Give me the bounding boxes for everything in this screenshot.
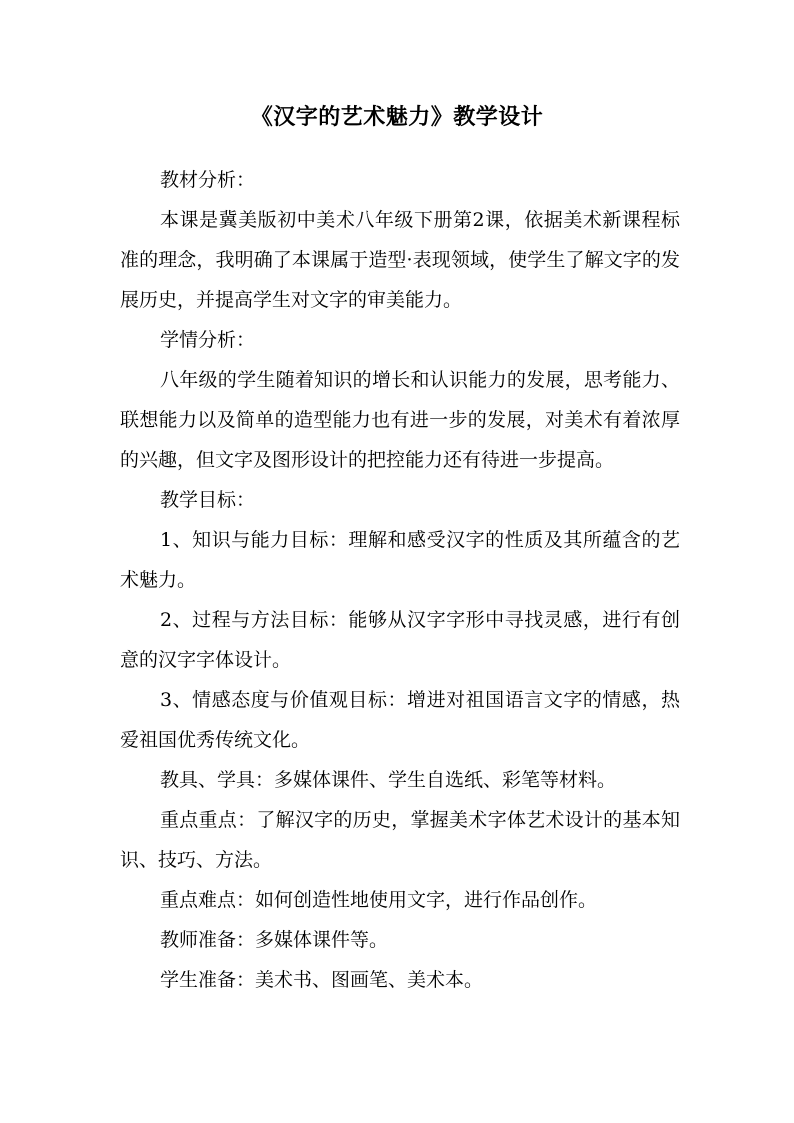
paragraph-student-prep: 学生准备：美术书、图画笔、美术本。 [160, 969, 484, 991]
paragraph-key-points: 重点重点：了解汉字的历史，掌握美术字体艺术设计的基本知识、技巧、方法。 [120, 809, 680, 871]
paragraph-teaching-tools: 教具、学具：多媒体课件、学生自选纸、彩笔等材料。 [160, 769, 617, 791]
goal-emotion: 3、情感态度与价值观目标：增进对祖国语言文字的情感，热爱祖国优秀传统文化。 [120, 689, 680, 751]
document-body [120, 160, 680, 1000]
paragraph-textbook-analysis: 本课是冀美版初中美术八年级下册第2课，依据美术新课程标准的理念，我明确了本课属于造型·表现领域，使学生了解文字的发展历史，并提高学生对文字的审美能力。 [120, 209, 680, 311]
heading-student-analysis: 学情分析： [160, 329, 256, 351]
document-title: 《汉字的艺术魅力》教学设计 [250, 104, 544, 130]
heading-textbook-analysis: 教材分析： [160, 169, 256, 191]
paragraph-teacher-prep: 教师准备：多媒体课件等。 [160, 929, 389, 951]
paragraph-student-analysis: 八年级的学生随着知识的增长和认识能力的发展，思考能力、联想能力以及简单的造型能力也有进一步的发展，对美术有着浓厚的兴趣，但文字及图形设计的把控能力还有待进一步提高。 [120, 369, 680, 471]
heading-teaching-goals: 教学目标： [160, 489, 256, 511]
goal-knowledge: 1、知识与能力目标：理解和感受汉字的性质及其所蕴含的艺术魅力。 [120, 529, 680, 591]
paragraph-difficulties: 重点难点：如何创造性地使用文字，进行作品创作。 [160, 889, 598, 911]
goal-process: 2、过程与方法目标：能够从汉字字形中寻找灵感，进行有创意的汉字字体设计。 [120, 609, 680, 671]
